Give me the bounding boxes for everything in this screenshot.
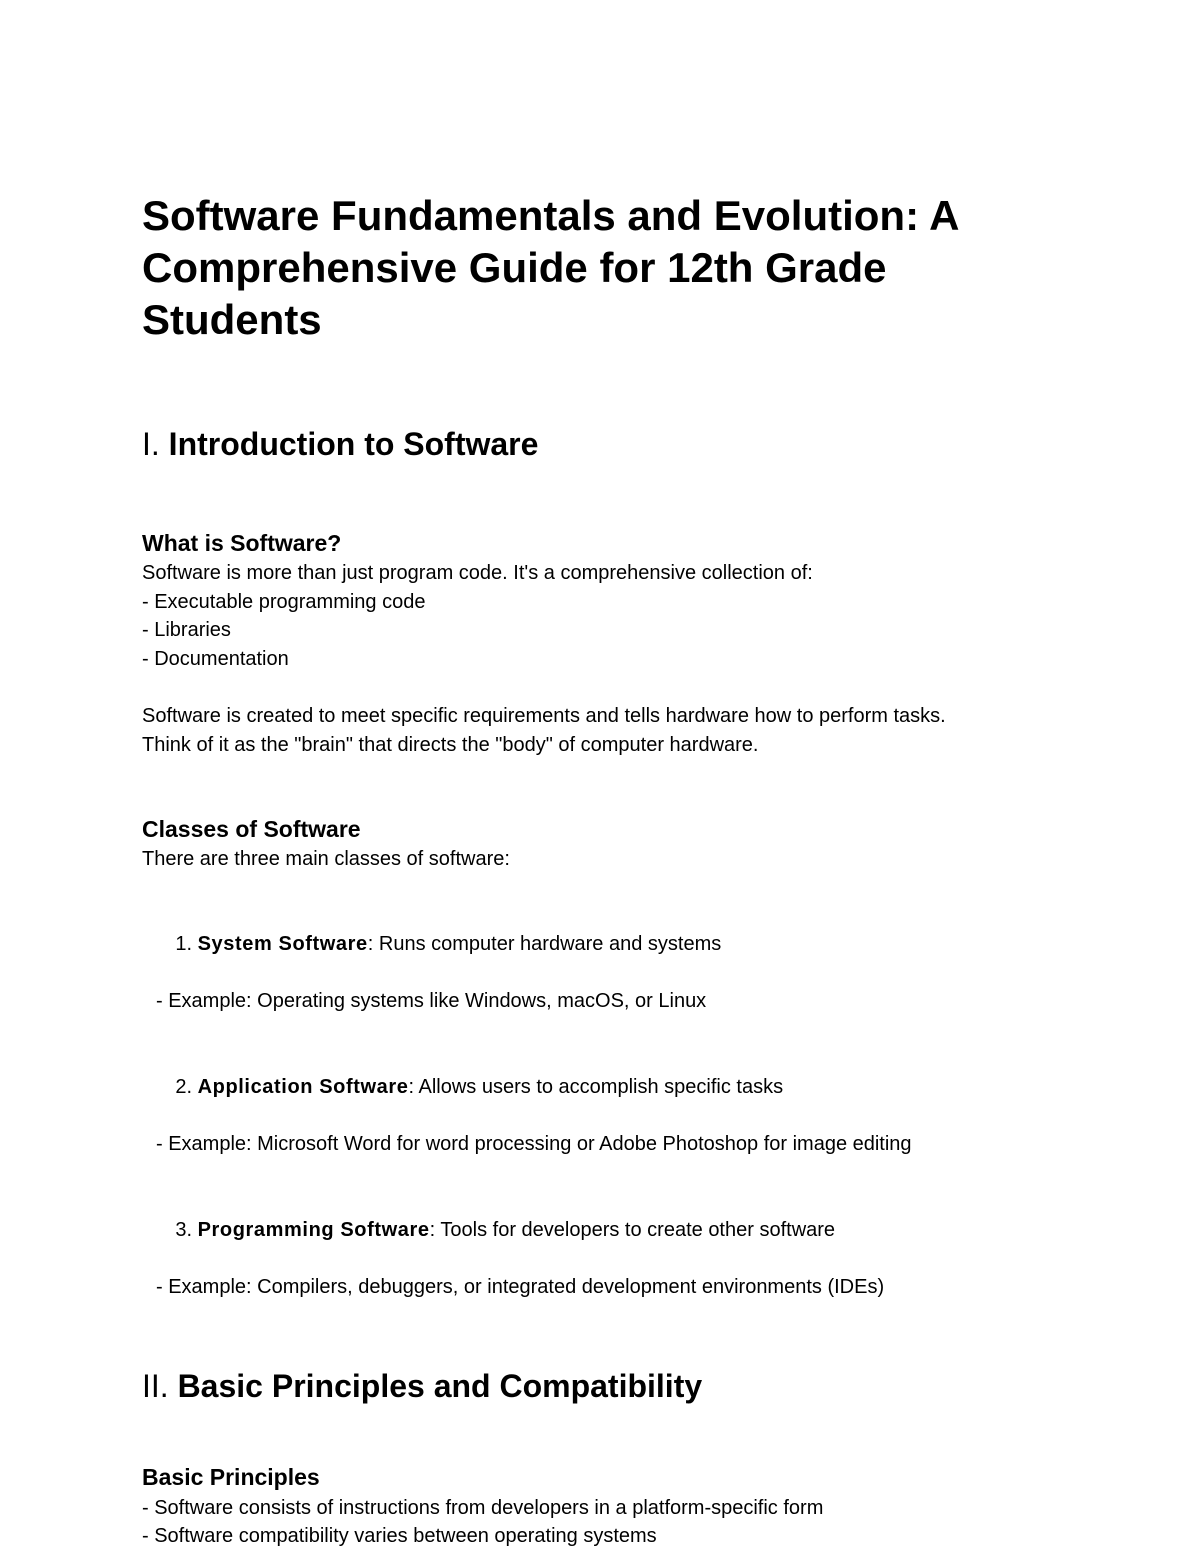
section-number: II. xyxy=(142,1367,178,1404)
classes-intro: There are three main classes of software: xyxy=(142,848,510,870)
class-description: : Allows users to accomplish specific tasks xyxy=(408,1076,784,1098)
class-item-system-software xyxy=(142,902,1062,1016)
class-term: Programming Software xyxy=(197,1219,430,1241)
class-line xyxy=(142,902,1062,988)
class-term: Application Software xyxy=(197,1076,409,1098)
software-description-line: Software is created to meet specific requirements and tells hardware how to perform tasks. xyxy=(142,705,946,727)
what-is-intro: Software is more than just program code. It's a comprehensive collection of: xyxy=(142,562,813,584)
class-item-programming-software xyxy=(142,1188,1062,1302)
class-line xyxy=(142,1045,1062,1131)
document-page xyxy=(142,190,1062,1551)
section-number: I. xyxy=(142,426,169,462)
class-example: - Example: Microsoft Word for word processing or Adobe Photoshop for image editing xyxy=(156,1133,912,1155)
section-title: Introduction to Software xyxy=(168,426,539,462)
class-number: 2. xyxy=(175,1076,198,1098)
list-item: - Software compatibility varies between operating systems xyxy=(142,1525,657,1547)
software-description-line: Think of it as the "brain" that directs the "body" of computer hardware. xyxy=(142,733,759,756)
list-item: - Libraries xyxy=(142,619,231,641)
list-item: - Software consists of instructions from developers in a platform-specific form xyxy=(142,1496,824,1519)
class-description: : Runs computer hardware and systems xyxy=(367,933,722,955)
document-title: Software Fundamentals and Evolution: A Comprehensive Guide for 12th Grade Students xyxy=(142,192,958,343)
class-number: 3. xyxy=(175,1219,198,1241)
section-title: Basic Principles and Compatibility xyxy=(177,1367,703,1404)
section-heading-basic-principles xyxy=(142,1366,1062,1406)
class-description: : Tools for developers to create other software xyxy=(429,1219,836,1241)
class-line xyxy=(142,1188,1062,1274)
subheading-basic-principles: Basic Principles xyxy=(142,1463,320,1490)
class-item-application-software xyxy=(142,1045,1062,1159)
list-item: - Executable programming code xyxy=(142,590,426,613)
class-example: - Example: Operating systems like Windows, macOS, or Linux xyxy=(156,990,707,1012)
section-heading-introduction xyxy=(142,424,1062,464)
class-number: 1. xyxy=(175,933,198,955)
subheading-classes-of-software: Classes of Software xyxy=(142,816,361,842)
class-term: System Software xyxy=(197,933,368,955)
list-item: - Documentation xyxy=(142,647,289,670)
subheading-what-is-software: What is Software? xyxy=(142,530,342,556)
class-example: - Example: Compilers, debuggers, or integrated development environments (IDEs) xyxy=(156,1276,885,1298)
